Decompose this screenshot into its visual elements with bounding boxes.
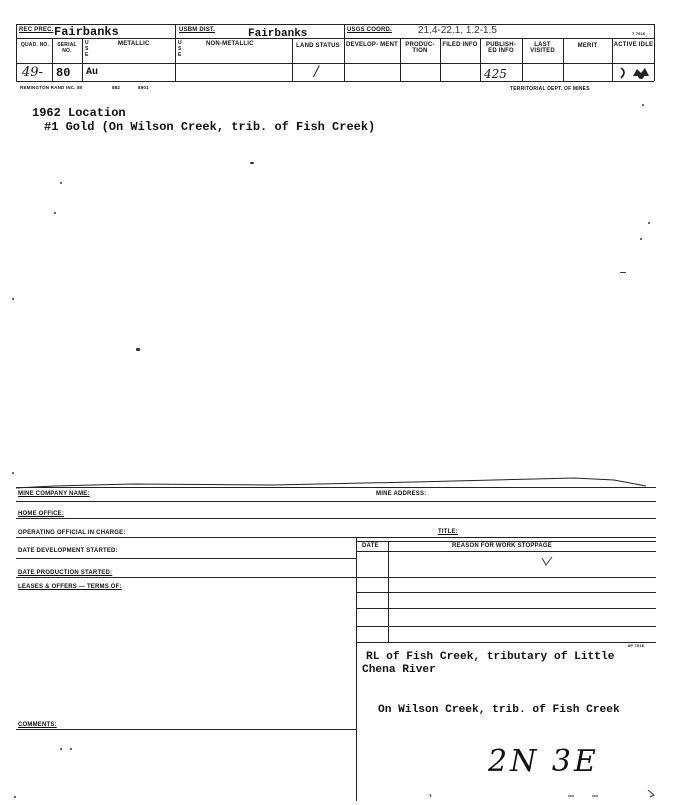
form-number-2: 6P 7916 — [628, 643, 645, 648]
rec-prec-value: Fairbanks — [54, 25, 119, 39]
speck — [60, 182, 62, 184]
printer-code-1: 882 — [112, 85, 121, 90]
speck — [640, 238, 642, 240]
use-label-nonmetallic: U S E — [178, 40, 182, 58]
footer-marks — [420, 786, 660, 800]
metallic-label: METALLIC — [118, 41, 150, 47]
comments-label: COMMENTS: — [18, 722, 57, 728]
last-visited-label: LAST VISITED — [530, 42, 555, 54]
mine-address-label: MINE ADDRESS: — [376, 491, 427, 497]
speck — [250, 162, 254, 164]
form-rule — [356, 642, 656, 643]
stamp-mark-icon — [613, 64, 653, 81]
use-label-metallic: U S E — [85, 40, 89, 58]
wilson-line: On Wilson Creek, trib. of Fish Creek — [378, 704, 620, 716]
published-info-label: PUBLISH- ED INFO — [486, 42, 516, 54]
form-rule — [356, 608, 656, 609]
quad-value: 49- — [22, 65, 43, 80]
nonmetallic-label: NON-METALLIC — [206, 41, 254, 47]
speck — [648, 222, 650, 224]
header-vrule — [16, 24, 17, 81]
published-value: 425 — [484, 67, 507, 81]
production-label: PRODUC- TION — [405, 42, 435, 54]
header-row2-rule — [16, 63, 654, 64]
rl-line-1: RL of Fish Creek, tributary of Little — [366, 651, 615, 663]
form-rule — [16, 501, 656, 502]
date-dev-label: DATE DEVELOPMENT STARTED: — [18, 548, 118, 554]
check-mark — [540, 555, 554, 567]
metallic-value: Au — [86, 67, 99, 78]
leases-label: LEASES & OFFERS — TERMS OF: — [18, 584, 122, 590]
active-idle-label: ACTIVE IDLE — [613, 42, 654, 48]
form-rule — [356, 551, 656, 552]
speck — [642, 104, 644, 106]
usgs-coord-value: 21.4-22.1, 1.2-1.5 — [418, 25, 497, 36]
form-rule — [356, 592, 656, 593]
speck — [136, 348, 140, 351]
speck — [620, 272, 626, 273]
speck — [14, 796, 16, 798]
usgs-coord-label: USGS COORD. — [347, 27, 392, 33]
form-divider — [356, 537, 357, 801]
reason-label: REASON FOR WORK STOPPAGE — [452, 543, 552, 549]
serial-value: 80 — [56, 66, 71, 80]
merit-label: MERIT — [577, 43, 598, 49]
speck — [60, 748, 62, 750]
development-label: DEVELOP- MENT — [346, 42, 398, 48]
usbm-dist-value: Fairbanks — [248, 28, 308, 40]
form-rule — [16, 558, 356, 559]
form-rule — [16, 729, 356, 730]
form-rule — [16, 537, 656, 538]
header-bottom-rule — [16, 81, 654, 82]
date-col-label: DATE — [362, 543, 379, 549]
printer-line: REMINGTON RAND INC. 80 — [20, 85, 83, 90]
quad-no-label: QUAD. NO. — [20, 42, 50, 48]
form-rule — [16, 577, 656, 578]
form-number: 7 7916 — [632, 31, 646, 36]
operating-official-label: OPERATING OFFICIAL IN CHARGE: — [18, 530, 126, 536]
title-label: TITLE: — [438, 529, 458, 535]
speck — [12, 298, 14, 300]
land-status-label: LAND STATUS — [296, 43, 340, 49]
speck — [54, 212, 56, 214]
header-vrule — [654, 24, 655, 81]
printer-code-2: 8901 — [138, 85, 149, 90]
header-vrule — [344, 24, 345, 81]
land-status-value: / — [314, 64, 319, 80]
location-detail-line: #1 Gold (On Wilson Creek, trib. of Fish Creek) — [44, 120, 376, 134]
header-vrule — [82, 38, 83, 81]
filed-info-label: FILED INFO — [442, 42, 478, 48]
date-prod-label: DATE PRODUCTION STARTED: — [18, 570, 113, 576]
home-office-label: HOME OFFICE: — [18, 511, 65, 517]
date-col-divider — [388, 541, 389, 642]
form-rule — [16, 518, 656, 519]
form-rule — [356, 626, 656, 627]
rl-line-2: Chena River — [362, 664, 436, 676]
header-vrule — [292, 38, 293, 81]
usbm-dist-label: USBM DIST. — [179, 27, 216, 33]
handwritten-township: 2N 3E — [488, 744, 599, 779]
location-year-line: 1962 Location — [32, 106, 126, 120]
speck — [70, 748, 72, 750]
dept-label: TERRITORIAL DEPT. OF MINES — [510, 86, 590, 92]
serial-no-label: SERIAL NO. — [57, 42, 77, 54]
form-rule — [16, 487, 656, 488]
mine-company-label: MINE COMPANY NAME: — [18, 491, 90, 497]
form-rule — [356, 541, 656, 542]
header-vrule — [175, 24, 176, 81]
rec-prec-label: REC PREC. — [19, 27, 54, 33]
